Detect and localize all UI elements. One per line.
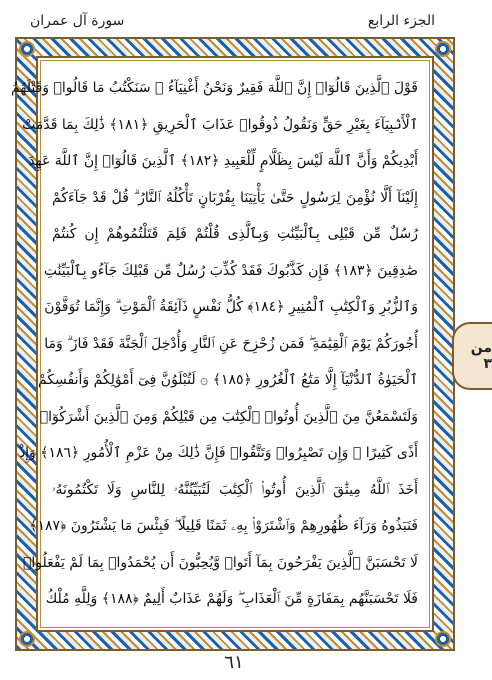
verse-line: وَٱلزُّبُرِ وَٱلْكِتَٰبِ ٱلْمُنِيرِ ﴿١٨٤﴾ كُلُّ نَفْسٍ ذَآئِقَةُ ٱلْمَوْتِ ۗ وَإِنَّمَا تُوَفَّوْنَ (44, 299, 418, 315)
corner-ornament-icon (19, 631, 35, 647)
quran-text (10, 70, 418, 618)
verse-line: صَٰدِقِينَ ﴿١٨٣﴾ فَإِن كَذَّبُوكَ فَقَدْ كُذِّبَ رُسُلٌ مِّن قَبْلِكَ جَآءُو بِٱلْبَيِّنَٰتِ (43, 262, 418, 279)
hizb-marker (452, 322, 492, 390)
verse-line: قَوْلَ ٱلَّذِينَ قَالُوٓا۟ إِنَّ ٱللَّهَ فَقِيرٌ وَنَحْنُ أَغْنِيَآءُ ۘ سَنَكْتُبُ مَا قَالُوا۟ وَقَتْلَهُمُ (10, 80, 418, 96)
corner-ornament-icon (435, 41, 451, 57)
verse-line: أَيْدِيكُمْ وَأَنَّ ٱللَّهَ لَيْسَ بِظَلَّامٍ لِّلْعَبِيدِ ﴿١٨٢﴾ ٱلَّذِينَ قَالُوٓا۟ إِنَّ ٱللَّهَ عَهِدَ (28, 153, 418, 169)
verse-line: فَنَبَذُوهُ وَرَآءَ ظُهُورِهِمْ وَٱشْتَرَوْا۟ بِهِۦ ثَمَنًا قَلِيلًا ۖ فَبِئْسَ مَا يَشْتَرُونَ ﴿١٨٧﴾ (29, 518, 418, 534)
surah-label: سورة آل عمران (30, 13, 125, 29)
corner-ornament-icon (435, 631, 451, 647)
verse-line: فَلَا تَحْسَبَنَّهُم بِمَفَازَةٍ مِّنَ ٱلْعَذَابِ ۖ وَلَهُمْ عَذَابٌ أَلِيمٌ ﴿١٨٨﴾ وَلِلَّهِ مُلْكُ (45, 591, 418, 607)
corner-ornament-icon (19, 41, 35, 57)
verse-line: لَا تَحْسَبَنَّ ٱلَّذِينَ يَفْرَحُونَ بِمَآ أَتَوا۟ وَّيُحِبُّونَ أَن يُحْمَدُوا۟ بِمَا لَمْ يَفْعَلُوا۟ (22, 554, 418, 571)
verse-line: إِلَيْنَآ أَلَّا نُؤْمِنَ لِرَسُولٍ حَتَّىٰ يَأْتِيَنَا بِقُرْبَانٍ تَأْكُلُهُ ٱلنَّارُ ۗ قُلْ قَدْ جَآءَكُمْ (52, 189, 418, 206)
page-header (30, 8, 435, 34)
verse-line: أَذًى كَثِيرًا ۚ وَإِن تَصْبِرُوا۟ وَتَتَّقُوا۟ فَإِنَّ ذَٰلِكَ مِنْ عَزْمِ ٱلْأُمُورِ ﴿١٨٦﴾ وَإِذْ (18, 445, 418, 461)
verse-line: ٱلْأَنۢبِيَآءَ بِغَيْرِ حَقٍّ وَنَقُولُ ذُوقُوا۟ عَذَابَ ٱلْحَرِيقِ ﴿١٨١﴾ ذَٰلِكَ بِمَا قَدَّمَتْ (22, 116, 418, 133)
verse-line: أُجُورَكُمْ يَوْمَ ٱلْقِيَٰمَةِ ۖ فَمَن زُحْزِحَ عَنِ ٱلنَّارِ وَأُدْخِلَ ٱلْجَنَّةَ فَقَدْ فَازَ ۗ وَمَا (44, 335, 418, 352)
verse-line: أَخَذَ ٱللَّهُ مِيثَٰقَ ٱلَّذِينَ أُوتُوا۟ ٱلْكِتَٰبَ لَتُبَيِّنُنَّهُۥ لِلنَّاسِ وَلَا تَكْتُمُونَهُۥ (52, 481, 418, 498)
hizb-marker-label: من ٣ (470, 340, 492, 372)
juz-label: الجزء الرابع (367, 13, 435, 29)
page-number: ٦١ (224, 652, 244, 673)
verse-line: وَلَتَسْمَعُنَّ مِنَ ٱلَّذِينَ أُوتُوا۟ ٱلْكِتَٰبَ مِن قَبْلِكُمْ وَمِنَ ٱلَّذِينَ أَشْرَكُوٓا۟ (39, 408, 418, 425)
verse-line: رُسُلٌ مِّن قَبْلِى بِٱلْبَيِّنَٰتِ وَبِٱلَّذِى قُلْتُمْ فَلِمَ قَتَلْتُمُوهُمْ إِن كُنتُمْ (52, 226, 418, 242)
verse-line: ٱلْحَيَوٰةُ ٱلدُّنْيَآ إِلَّا مَتَٰعُ ٱلْغُرُورِ ﴿١٨٥﴾ ۞ لَتُبْلَوُنَّ فِىٓ أَمْوَٰلِكُمْ وَأَنفُسِكُمْ (37, 372, 418, 388)
